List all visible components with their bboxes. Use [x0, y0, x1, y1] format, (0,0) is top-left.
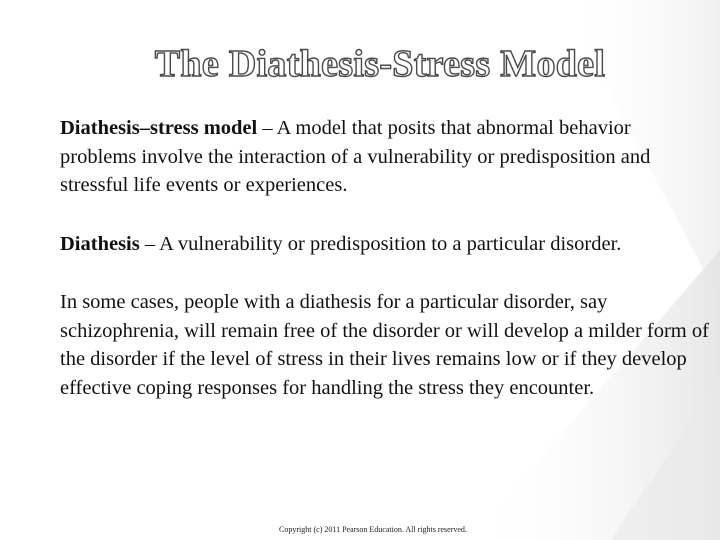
bullet-text: – A model that posits that abnormal behavior problems involve the interaction of a vulnerability or predisposition and stressful life events or experiences.: [60, 117, 651, 196]
bullet-item-diathesis: [60, 230, 710, 259]
bullet-text: – A vulnerability or predisposition to a particular disorder.: [139, 232, 622, 255]
slide-title: The Diathesis-Stress Model: [154, 43, 606, 85]
bullet-item-diathesis-stress-model: [60, 114, 710, 200]
copyright-footer: Copyright (c) 2011 Pearson Education. All rights reserved.: [279, 525, 467, 534]
bullet-list: [60, 114, 710, 402]
bullet-term: Diathesis: [60, 232, 140, 255]
bullet-term: Diathesis–stress model: [60, 117, 258, 139]
bullet-item-coping: [60, 288, 710, 402]
bullet-text: In some cases, people with a diathesis for a particular disorder, say schizophrenia, will remain free of the disorder or will develop a milder form of the disorder if the level of stress in their lives remains low or if they develop effective coping responses for handling the stress they encounter.: [60, 291, 709, 399]
